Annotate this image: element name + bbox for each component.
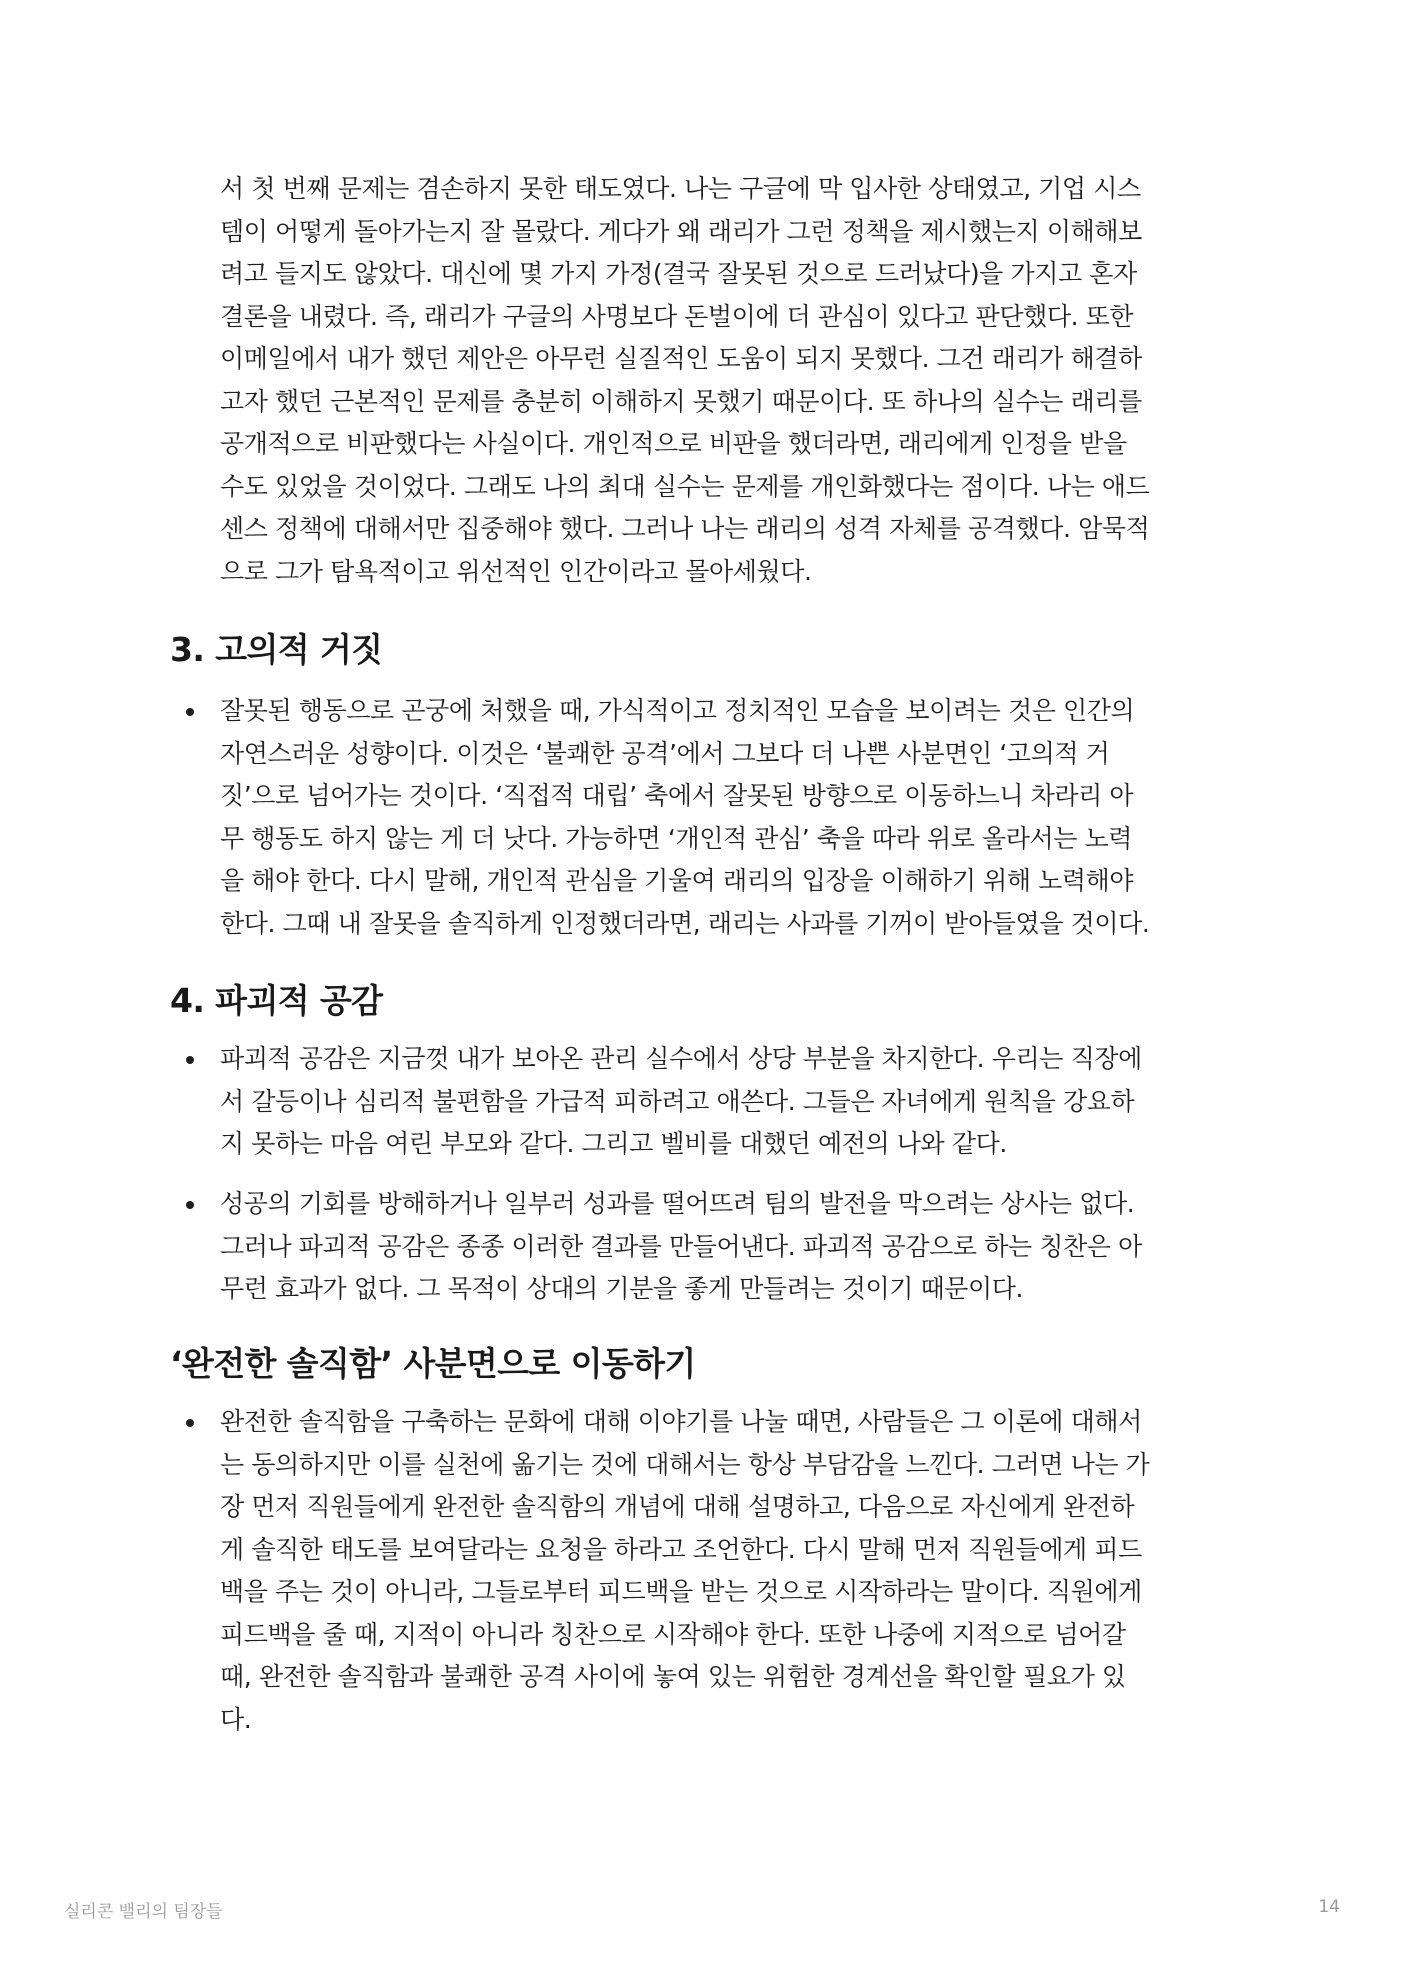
- bullet-icon: [186, 1419, 194, 1427]
- bullet-icon: [186, 1056, 194, 1064]
- bullet-paragraph: 완전한 솔직함을 구축하는 문화에 대해 이야기를 나눌 때면, 사람들은 그 이론에 대해서 는 동의하지만 이를 실천에 옮기는 것에 대해서는 항상 부담감을 느낀다. 그러면 나는 가 장 먼저 직원들에게 완전한 솔직함의 개념에 대해 설명하고, 다음으로 자신에게 완전하 게 솔직한 태도를 보여달라는 요청을 하라고 조언한다. 다시 말해 먼저 직원들에게 피드 백을 주는 것이 아니라, 그들로부터 피드백을 받는 것으로 시작하라는 말이다. 직원에게 피드백을 줄 때, 지적이 아니라 칭찬으로 시작해야 한다. 또한 나중에 지적으로 넘어갈 때, 완전한 솔직함과 불쾌한 공격 사이에 놓여 있는 위험한 경계선을 확인할 필요가 있 다.: [220, 1407, 1150, 1734]
- footer-book-title: 실리콘 밸리의 팀장들: [64, 1902, 223, 1922]
- bullet-icon: [186, 1201, 194, 1209]
- bullet-paragraph: 잘못된 행동으로 곤궁에 처했을 때, 가식적이고 정치적인 모습을 보이려는 것은 인간의 자연스러운 성향이다. 이것은 ‘불쾌한 공격’에서 그보다 더 나쁜 사분면인 ‘고의적 거 짓’으로 넘어가는 것이다. ‘직접적 대립’ 축에서 잘못된 방향으로 이동하느니 차라리 아 무 행동도 하지 않는 게 더 낫다. 가능하면 ‘개인적 관심’ 축을 따라 위로 올라서는 노력 을 해야 한다. 다시 말해, 개인적 관심을 기울여 래리의 입장을 이해하기 위해 노력해야 한다. 그때 내 잘못을 솔직하게 인정했더라면, 래리는 사과를 기꺼이 받아들였을 것이다.: [220, 696, 1150, 938]
- bullet-paragraph: 성공의 기회를 방해하거나 일부러 성과를 떨어뜨려 팀의 발전을 막으려는 상사는 없다. 그러나 파괴적 공감은 종종 이러한 결과를 만들어낸다. 파괴적 공감으로 하는 칭찬은 아 무런 효과가 없다. 그 목적이 상대의 기분을 좋게 만들려는 것이기 때문이다.: [220, 1189, 1142, 1303]
- intro-paragraph: 서 첫 번째 문제는 겸손하지 못한 태도였다. 나는 구글에 막 입사한 상태였고, 기업 시스 템이 어떻게 돌아가는지 잘 몰랐다. 게다가 왜 래리가 그런 정책을 제시했는지 이해해보 려고 들지도 않았다. 대신에 몇 가지 가정(결국 잘못된 것으로 드러났다)을 가지고 혼자 결론을 내렸다. 즉, 래리가 구글의 사명보다 돈벌이에 더 관심이 있다고 판단했다. 또한 이메일에서 내가 했던 제안은 아무런 실질적인 도움이 되지 못했다. 그건 래리가 해결하 고자 했던 근본적인 문제를 충분히 이해하지 못했기 때문이다. 또 하나의 실수는 래리를 공개적으로 비판했다는 사실이다. 개인적으로 비판을 했더라면, 래리에게 인정을 받을 수도 있었을 것이었다. 그래도 나의 최대 실수는 문제를 개인화했다는 점이다. 나는 애드 센스 정책에 대해서만 집중해야 했다. 그러나 나는 래리의 성격 자체를 공격했다. 암묵적 으로 그가 탐욕적이고 위선적인 인간이라고 몰아세웠다.: [220, 174, 1150, 586]
- section-heading-radical-candor: ‘완전한 솔직함’ 사분면으로 이동하기: [170, 1344, 696, 1383]
- section-heading-deliberate-falsehood: 3. 고의적 거짓: [170, 630, 383, 669]
- section-heading-ruinous-empathy: 4. 파괴적 공감: [170, 981, 383, 1020]
- bullet-paragraph: 파괴적 공감은 지금껏 내가 보아온 관리 실수에서 상당 부분을 차지한다. 우리는 직장에 서 갈등이나 심리적 불편함을 가급적 피하려고 애쓴다. 그들은 자녀에게 원칙을 강요하 지 못하는 마음 여린 부모와 같다. 그리고 벨비를 대했던 예전의 나와 같다.: [220, 1044, 1142, 1158]
- bullet-icon: [186, 708, 194, 716]
- footer-page-number: 14: [1318, 1897, 1340, 1917]
